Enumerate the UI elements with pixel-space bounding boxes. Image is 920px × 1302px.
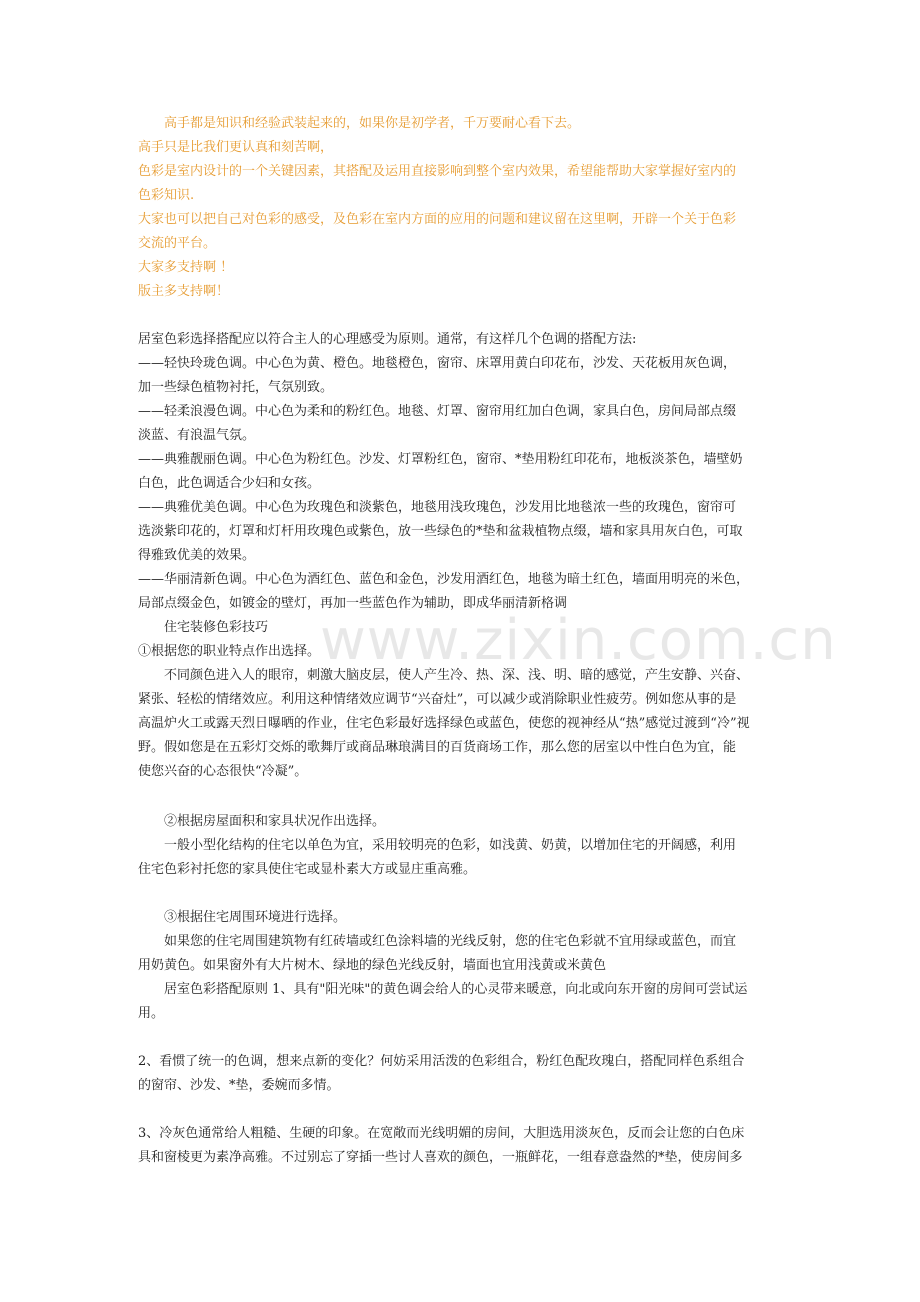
watermark: www.zixin.com.cn: [320, 608, 837, 673]
text-line: ①根据您的职业特点作出选择。: [138, 644, 321, 659]
room-size-section: [138, 810, 786, 882]
intro-section: [138, 112, 786, 304]
section-heading: 住宅装修色彩技巧: [164, 620, 269, 635]
text-line: 加一些绿色植物衬托，气氛别致。: [138, 380, 334, 395]
text-line: 如果您的住宅周围建筑物有红砖墙或红色涂料墙的光线反射，您的住宅色彩就不宜用绿或蓝色，而宜: [164, 934, 737, 949]
intro-line: 高手只是比我们更认真和刻苦啊，: [138, 140, 334, 155]
text-line: ——轻柔浪漫色调。中心色为柔和的粉红色。地毯、灯罩、窗帘用红加白色调，家具白色，房间局部点缀: [138, 404, 737, 419]
text-line: 高温炉火工或露天烈日曝晒的作业，住宅色彩最好选择绿色或蓝色，使您的视神经从“热”感觉过渡到“冷”视: [138, 716, 750, 731]
text-line: 住宅色彩衬托您的家具使住宅或显朴素大方或显庄重高雅。: [138, 862, 477, 877]
text-line: 一般小型化结构的住宅以单色为宜，采用较明亮的色彩，如浅黄、奶黄，以增加住宅的开阔感，利用: [164, 838, 737, 853]
text-line: ②根据房屋面积和家具状况作出选择。: [164, 814, 386, 829]
environment-section: [138, 906, 786, 1026]
intro-line: 色彩是室内设计的一个关键因素，其搭配及运用直接影响到整个室内效果，希望能帮助大家掌握好室内的: [138, 164, 737, 179]
text-line: 2、看惯了统一的色调，想来点新的变化？何妨采用活泼的色彩组合，粉红色配玫瑰白，搭配同样色系组合: [138, 1054, 745, 1069]
principle-3-section: [138, 1122, 786, 1170]
text-line: 使您兴奋的心态很快“冷凝”。: [138, 764, 308, 779]
intro-line: 大家也可以把自己对色彩的感受，及色彩在室内方面的应用的问题和建议留在这里啊，开辟一个关于色彩: [138, 212, 737, 227]
text-line: ③根据住宅周围环境进行选择。: [164, 910, 347, 925]
text-line: 紧张、轻松的情绪效应。利用这种情绪效应调节“兴奋灶”，可以减少或消除职业性疲劳。例如您从事的是: [138, 692, 737, 707]
intro-line: 色彩知识.: [138, 188, 195, 203]
text-line: 淡蓝、有浪温气氛。: [138, 428, 256, 443]
intro-line: 版主多支持啊！: [138, 284, 230, 299]
intro-line: 大家多支持啊 ！: [138, 260, 234, 275]
text-line: 居室色彩搭配原则 1、具有"阳光味"的黄色调会给人的心灵带来暖意，向北或向东开窗的房间可尝试运: [164, 982, 748, 997]
text-line: 具和窗棱更为素净高雅。不过别忘了穿插一些讨人喜欢的颜色，一瓶鲜花，一组春意盎然的*垫，使房间多: [138, 1150, 743, 1165]
text-line: ——典雅优美色调。中心色为玫瑰色和淡紫色，地毯用浅玫瑰色，沙发用比地毯浓一些的玫瑰色，窗帘可: [138, 500, 737, 515]
color-schemes-section: [138, 328, 786, 784]
text-line: 得雅致优美的效果。: [138, 548, 256, 563]
text-line: ——轻快玲珑色调。中心色为黄、橙色。地毯橙色，窗帘、床罩用黄白印花布，沙发、天花板用灰色调，: [138, 356, 737, 371]
text-line: 不同颜色进入人的眼帘，刺激大脑皮层，使人产生冷、热、深、浅、明、暗的感觉，产生安静、兴奋、: [164, 668, 750, 683]
text-line: 3、冷灰色通常给人粗糙、生硬的印象。在宽敞而光线明媚的房间，大胆选用淡灰色，反而会让您的白色床: [138, 1126, 745, 1141]
intro-line: 交流的平台。: [138, 236, 217, 251]
text-line: 居室色彩选择搭配应以符合主人的心理感受为原则。通常，有这样几个色调的搭配方法:: [138, 332, 637, 347]
text-line: 局部点缀金色，如镀金的壁灯，再加一些蓝色作为辅助，即成华丽清新格调: [138, 596, 568, 611]
text-line: 用奶黄色。如果窗外有大片树木、绿地的绿色光线反射，墙面也宜用浅黄或米黄色: [138, 958, 607, 973]
text-line: 白色，此色调适合少妇和女孩。: [138, 476, 321, 491]
text-line: ——典雅靓丽色调。中心色为粉红色。沙发、灯罩粉红色，窗帘、*垫用粉红印花布，地板淡茶色，墙壁奶: [138, 452, 743, 467]
intro-line: 高手都是知识和经验武装起来的，如果你是初学者，千万要耐心看下去。: [164, 116, 581, 131]
principle-2-section: [138, 1050, 786, 1098]
text-line: ——华丽清新色调。中心色为酒红色、蓝色和金色，沙发用酒红色，地毯为暗土红色，墙面用明亮的米色，: [138, 572, 750, 587]
text-line: 的窗帘、沙发、*垫，委婉而多情。: [138, 1078, 340, 1093]
text-line: 用。: [138, 1006, 165, 1021]
text-line: 野。假如您是在五彩灯交烁的歌舞厅或商品琳琅满目的百货商场工作，那么您的居室以中性白色为宜，能: [138, 740, 737, 755]
text-line: 选淡紫印花的，灯罩和灯杆用玫瑰色或紫色，放一些绿色的*垫和盆栽植物点缀，墙和家具用灰白色，可取: [138, 524, 743, 539]
